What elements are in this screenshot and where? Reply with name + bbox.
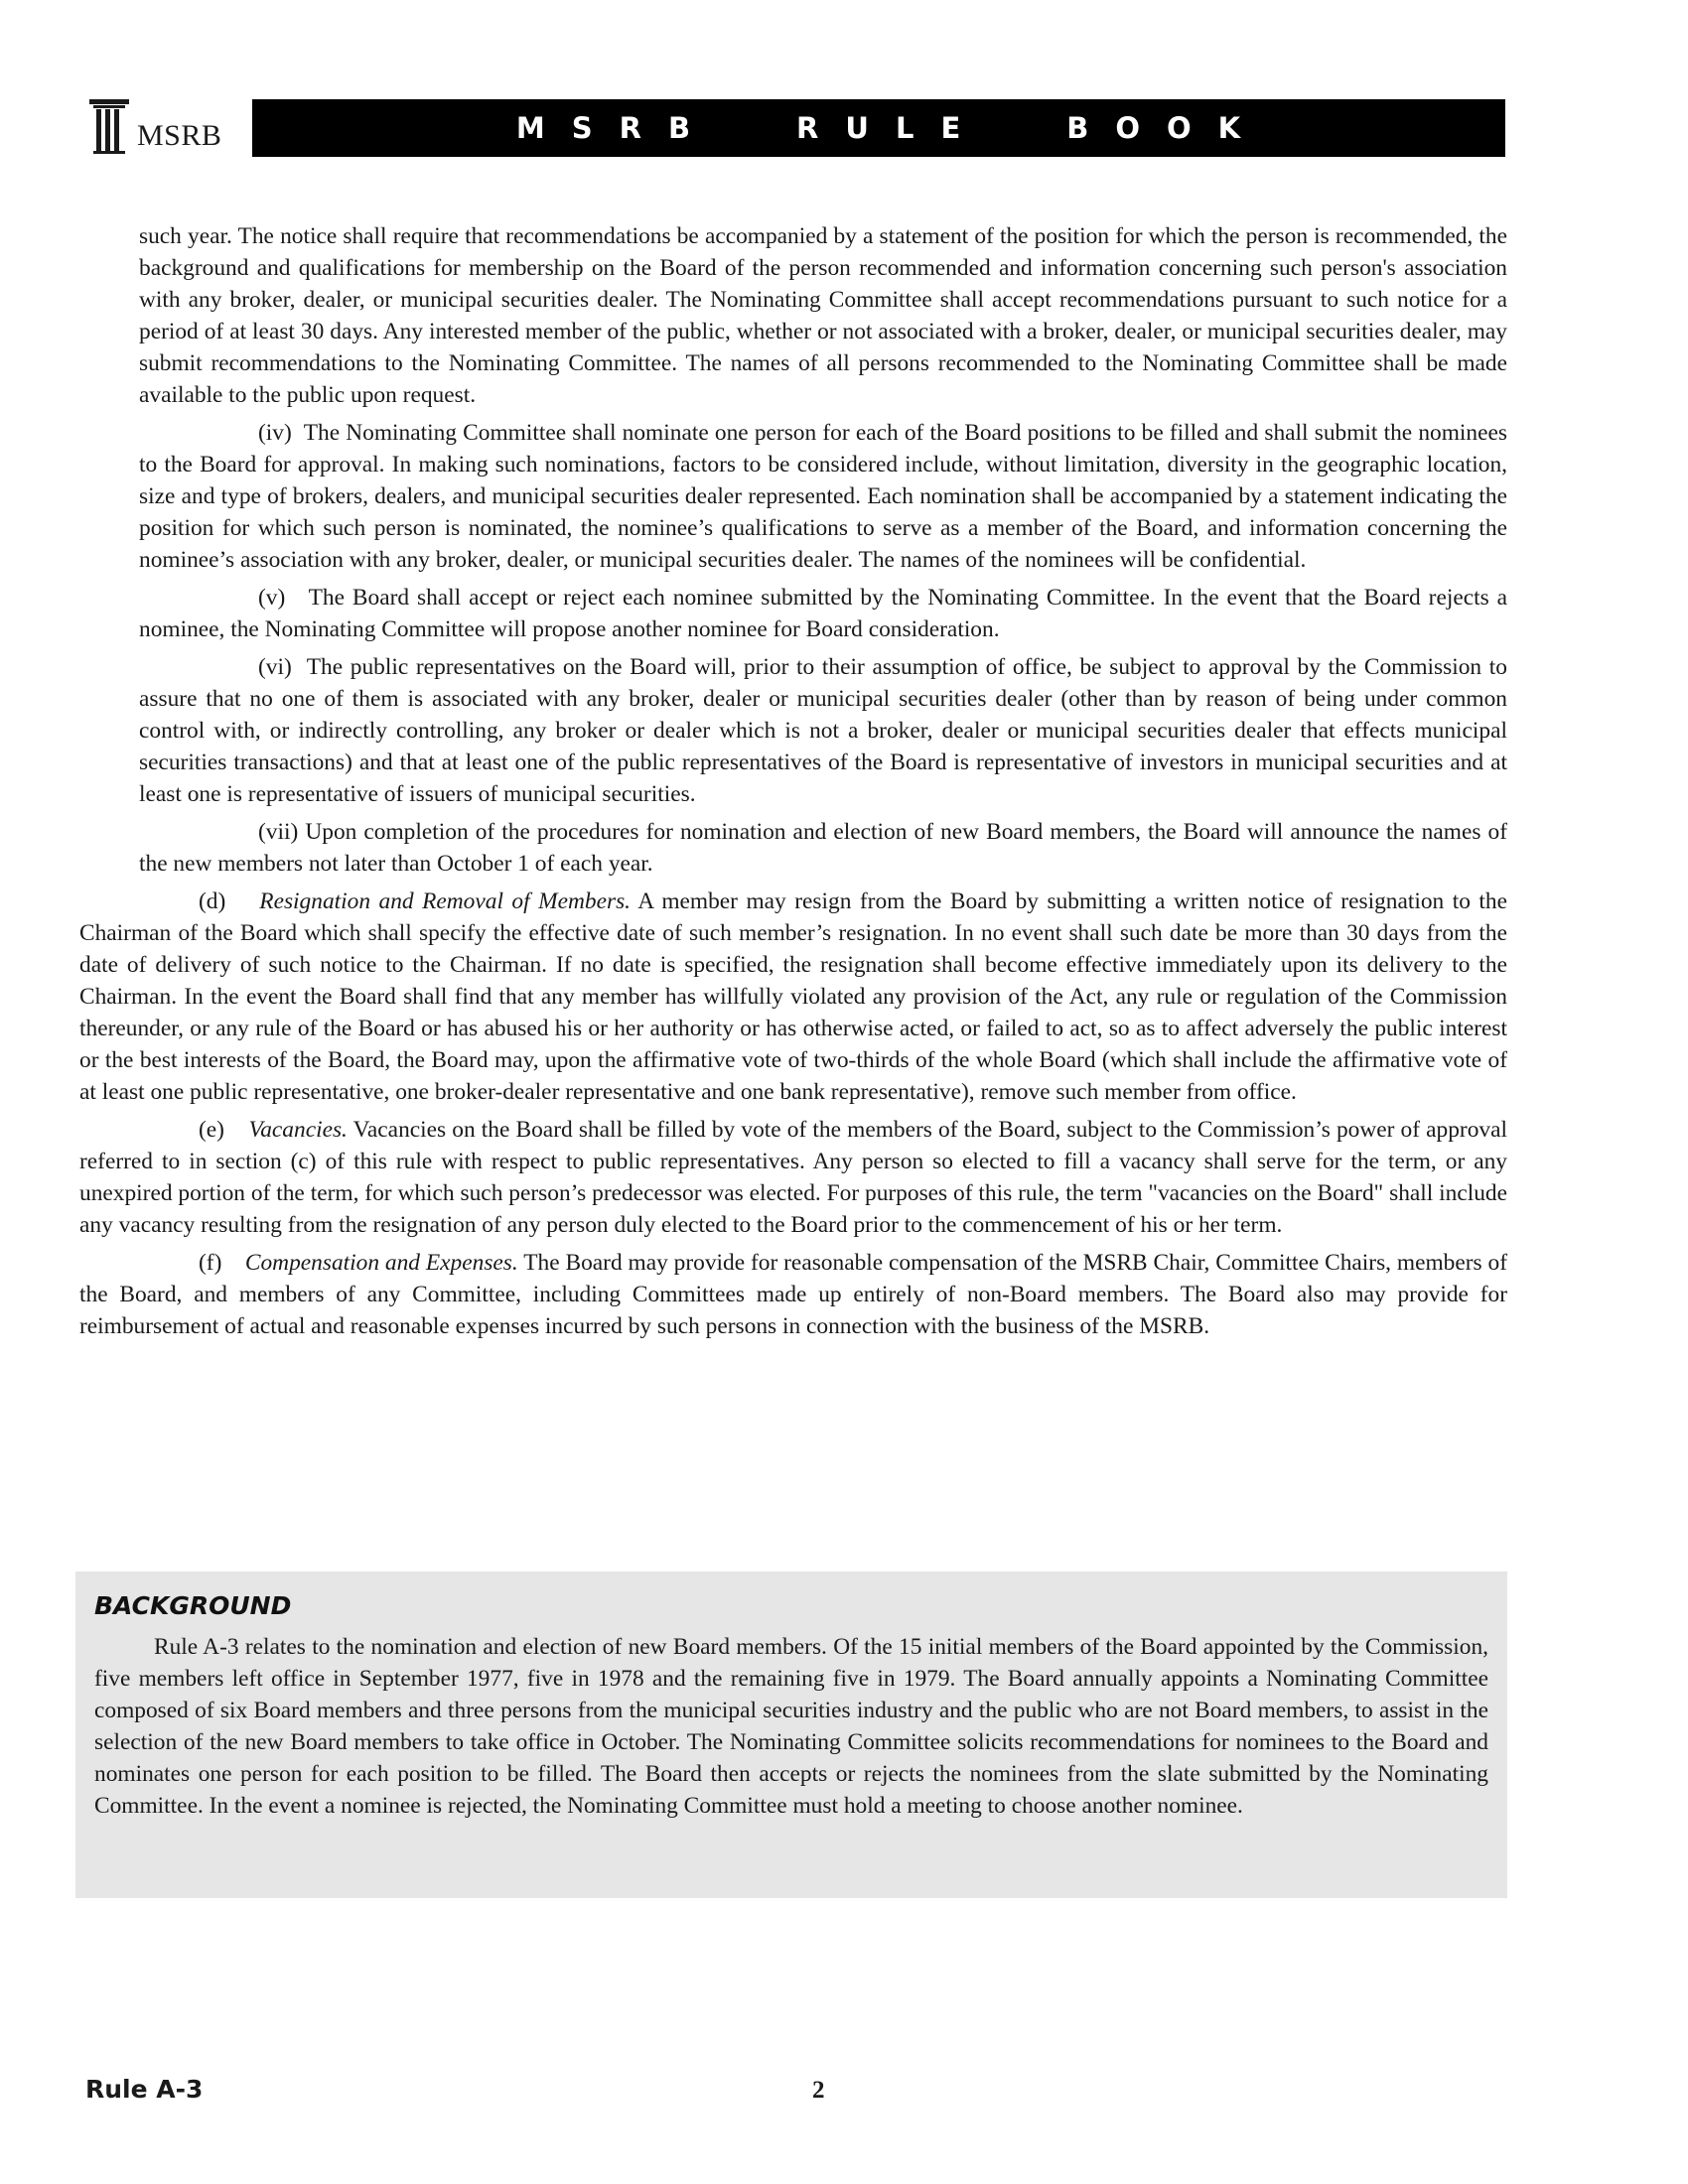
paragraph-vi (79, 651, 1507, 810)
paragraph-marker: (vi) (258, 654, 292, 680)
paragraph-marker: (d) (199, 888, 226, 914)
paragraph-d (79, 886, 1507, 1108)
paragraph-marker: (vii) (258, 819, 299, 845)
paragraph-f (79, 1247, 1507, 1342)
column-logo-icon (87, 97, 141, 157)
footer-page-number: 2 (812, 2077, 825, 2104)
paragraph-marker: (v) (258, 585, 286, 611)
title-letter: K (1217, 111, 1242, 145)
paragraph-text: Upon completion of the procedures for nomination and election of new Board members, the Board will announce the names of the new members not later than October 1 of each year. (139, 819, 1507, 877)
paragraph-heading: Compensation and Expenses. (244, 1250, 518, 1276)
rule-body (79, 220, 1507, 1348)
paragraph-vii (79, 816, 1507, 880)
paragraph-marker: (iv) (258, 420, 292, 446)
logo-text: MSRB (137, 119, 222, 152)
msrb-logo (87, 93, 256, 157)
paragraph-text: The Board may provide for reasonable compensation of the MSRB Chair, Committee Chairs, members of the Board, and members of any Committee, including Committees made up entirely of non-Board members. The Board also may provide for reimbursement of actual and reasonable expenses incurred by such persons in connection with the business of the MSRB. (79, 1250, 1507, 1339)
paragraph-text: Vacancies on the Board shall be filled by vote of the members of the Board, subject to the Commission’s power of approval referred to in section (c) of this rule with respect to public representatives. Any person so elected to fill a vacancy shall serve for the term, or any unexpired portion of the term, for which such person’s predecessor was elected. For purposes of this rule, the term "vacancies on the Board" shall include any vacancy resulting from the resignation of any person duly elected to the Board prior to the commencement of his or her term. (79, 1117, 1507, 1238)
background-text: Rule A-3 relates to the nomination and election of new Board members. Of the 15 initial members of the Board appointed by the Commission, five members left office in September 1977, five in 1978 and the remaining five in 1979. The Board annually appoints a Nominating Committee composed of six Board members and three persons from the municipal securities industry and the public who are not Board members, to assist in the selection of the new Board members to take office in October. The Nominating Committee solicits recommendations for nominees to the Board and nominates one person for each position to be filled. The Board then accepts or rejects the nominees from the slate submitted by the Nominating Committee. In the event a nominee is rejected, the Nominating Committee must hold a meeting to choose another nominee. (94, 1634, 1488, 1819)
paragraph-iv (79, 417, 1507, 576)
title-letter: S (571, 111, 594, 145)
title-word-msrb (503, 111, 704, 145)
rule-book-title-bar (252, 99, 1505, 157)
title-letter: E (940, 111, 962, 145)
paragraph-text: The Board shall accept or reject each nominee submitted by the Nominating Committee. In the event that the Board rejects a nominee, the Nominating Committee will propose another nominee for Board consideration. (139, 585, 1507, 642)
paragraph-marker: (f) (199, 1250, 222, 1276)
paragraph-marker: (e) (199, 1117, 224, 1143)
title-letter: R (619, 111, 642, 145)
title-word-book (1054, 111, 1254, 145)
title-letter: M (515, 111, 546, 145)
paragraph-v (79, 582, 1507, 645)
background-title: BACKGROUND (94, 1591, 292, 1620)
footer-rule-label: Rule A-3 (85, 2075, 204, 2104)
title-letter: B (667, 111, 692, 145)
title-letter: B (1066, 111, 1090, 145)
title-letter: R (796, 111, 820, 145)
paragraph-text: The Nominating Committee shall nominate one person for each of the Board positions to be filled and shall submit the nominees to the Board for approval. In making such nominations, factors to be considered include, without limitation, diversity in the geographic location, size and type of brokers, dealers, and municipal securities dealer represented. Each nomination shall be accompanied by a statement indicating the position for which such person is nominated, the nominee’s qualifications to serve as a member of the Board, and information concerning the nominee’s association with any broker, dealer, or municipal securities dealer. The names of the nominees will be confidential. (139, 420, 1507, 573)
paragraph-heading: Vacancies. (248, 1117, 348, 1143)
title-letter: O (1115, 111, 1142, 145)
paragraph-text: The public representatives on the Board will, prior to their assumption of office, be subject to approval by the Commission to assure that no one of them is associated with any broker, dealer or municipal securities dealer (other than by reason of being under common control with, or indirectly controlling, any broker or dealer which is not a broker, dealer or municipal securities dealer that effects municipal securities transactions) and that at least one of the public representatives of the Board is representative of investors in municipal securities and at least one is representative of issuers of municipal securities. (139, 654, 1507, 807)
title-letter: O (1167, 111, 1193, 145)
title-letter: L (895, 111, 915, 145)
background-section (75, 1571, 1507, 1898)
title-letter: U (845, 111, 870, 145)
title-word-rule (783, 111, 974, 145)
page-header (87, 93, 1505, 157)
paragraph-continuation: such year. The notice shall require that recommendations be accompanied by a statement of the position for which the person is recommended, the background and qualifications for membership on the Board of the person recommended and information concerning such person's association with any broker, dealer, or municipal securities dealer. The Nominating Committee shall accept recommendations pursuant to such notice for a period of at least 30 days. Any interested member of the public, whether or not associated with a broker, dealer, or municipal securities dealer, may submit recommendations to the Nominating Committee. The names of all persons recommended to the Nominating Committee shall be made available to the public upon request. (139, 223, 1507, 408)
paragraph-heading: Resignation and Removal of Members. (259, 888, 632, 914)
paragraph-e (79, 1114, 1507, 1241)
paragraph-text: A member may resign from the Board by submitting a written notice of resignation to the Chairman of the Board which shall specify the effective date of such member’s resignation. In no event shall such date be more than 30 days from the date of delivery of such notice to the Chairman. If no date is specified, the resignation shall become effective immediately upon its delivery to the Chairman. In the event the Board shall find that any member has willfully violated any provision of the Act, any rule or regulation of the Commission thereunder, or any rule of the Board or has abused his or her authority or has otherwise acted, or failed to act, so as to affect adversely the public interest or the best interests of the Board, the Board may, upon the affirmative vote of two-thirds of the whole Board (which shall include the affirmative vote of at least one public representative, one broker-dealer representative and one bank representative), remove such member from office. (79, 888, 1508, 1105)
